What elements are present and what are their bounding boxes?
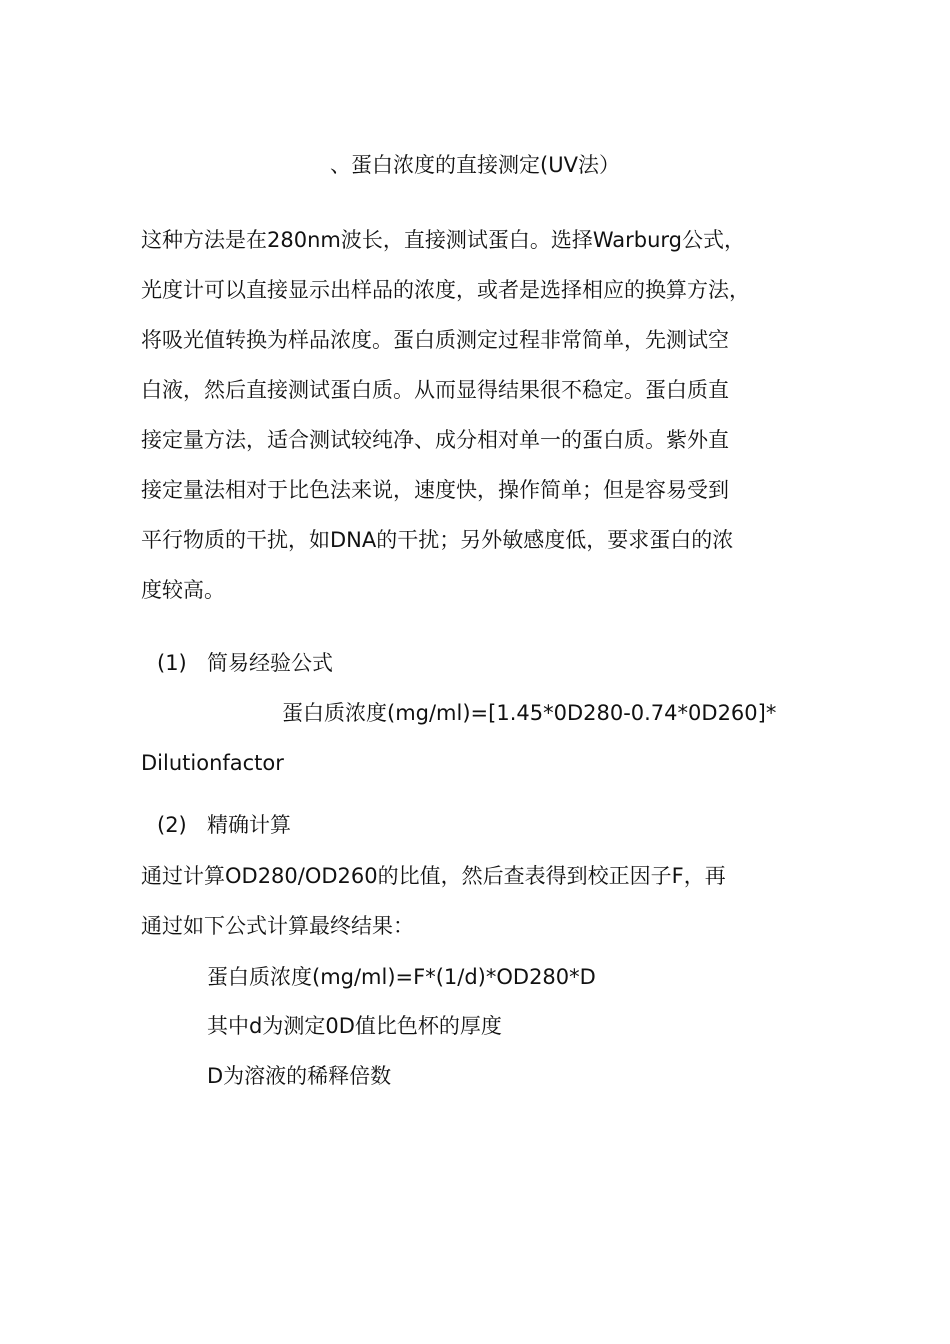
section2-text-line1: 通过计算OD280/OD260的比值，然后查表得到校正因子F，再 [141, 864, 726, 888]
formula1-line1: 蛋白质浓度(mg/ml)=[1.45*0D280-0.74*0D260]* [282, 701, 777, 725]
section1-heading [157, 648, 333, 678]
paragraph-line: 将吸光值转换为样品浓度。蛋白质测定过程非常简单，先测试空 [141, 328, 729, 352]
section2-text-line2: 通过如下公式计算最终结果： [141, 914, 414, 938]
page-title: 、蛋白浓度的直接测定(UV法） [330, 153, 620, 177]
paragraph-line: 平行物质的干扰，如DNA的干扰；另外敏感度低，要求蛋白的浓 [141, 528, 734, 552]
formula2: 蛋白质浓度(mg/ml)=F*(1/d)*OD280*D [207, 965, 596, 989]
formula2-note-D: D为溶液的稀释倍数 [207, 1064, 392, 1088]
paragraph-line: 接定量法相对于比色法来说，速度快，操作简单；但是容易受到 [141, 478, 729, 502]
intro-paragraph [141, 225, 821, 625]
formula2-note-d: 其中d为测定0D值比色杯的厚度 [207, 1014, 502, 1038]
paragraph-line: 这种方法是在280nm波长，直接测试蛋白。选择Warburg公式， [141, 228, 746, 252]
paragraph-line: 度较高。 [141, 578, 225, 602]
paragraph-line: 白液，然后直接测试蛋白质。从而显得结果很不稳定。蛋白质直 [141, 378, 729, 402]
section2-heading [157, 810, 291, 840]
formula1-line2: Dilutionfactor [141, 751, 284, 775]
section2-title: 精确计算 [207, 813, 291, 837]
section1-title: 简易经验公式 [207, 651, 333, 675]
section1-number: (1) [157, 651, 187, 675]
section2-number: (2) [157, 813, 187, 837]
paragraph-line: 接定量方法，适合测试较纯净、成分相对单一的蛋白质。紫外直 [141, 428, 729, 452]
paragraph-line: 光度计可以直接显示出样品的浓度，或者是选择相应的换算方法， [141, 278, 750, 302]
